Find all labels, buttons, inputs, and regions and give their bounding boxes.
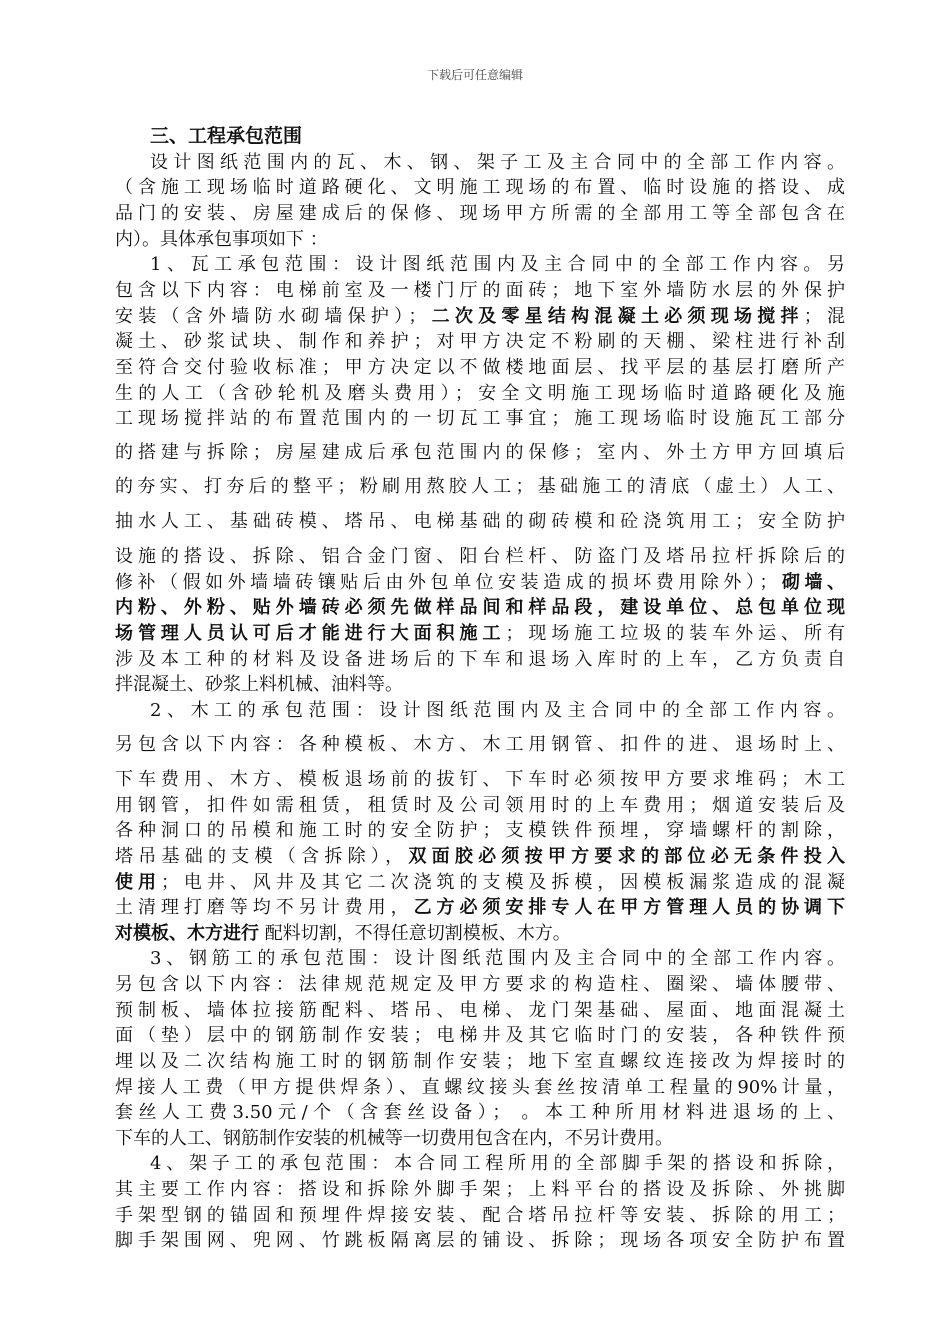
text-line: 凝土、砂浆试块、制作和养护；对甲方决定不粉刷的天棚、梁柱进行补刮 [115,331,845,352]
text-line: 4、架子工的承包范围：本合同工程所用的全部脚手架的搭设和拆除， [150,1153,845,1174]
text-line: 脚手架围网、兜网、竹跳板隔离层的铺设、拆除；现场各项安全防护布置 [115,1230,845,1251]
text-line: 内粉、外粉、贴外墙砖必须先做样品间和样品段，建设单位、总包单位现 [115,597,845,618]
text-line: 设计图纸范围内的瓦、木、钢、架子工及主合同中的全部工作内容。 [150,152,845,173]
text-line: 2、木工的承包范围：设计图纸范围内及主合同中的全部工作内容。 [150,700,845,721]
text-line: 埋以及二次结构施工时的钢筋制作安装；地下室直螺纹连接改为焊接时的 [115,1051,845,1072]
text-line: （含施工现场临时道路硬化、文明施工现场的布置、临时设施的搭设、成 [115,177,845,198]
text-line: 的搭建与拆除；房屋建成后承包范围内的保修；室内、外土方甲方回填后 [115,442,845,463]
text-line: 下车的人工、钢筋制作安装的机械等一切费用包含在内，不另计费用。 [115,1128,673,1149]
text-line: 焊接人工费（甲方提供焊条）、直螺纹接头套丝按清单工程量的90%计量， [115,1077,845,1098]
text-line: 涉及本工种的材料及设备进场后的下车和退场入库时的上车，乙方负责自 [115,649,845,670]
text-line: 生的人工（含砂轮机及磨头费用）；安全文明施工现场临时道路硬化及施 [115,383,845,404]
text-line: 对模板、木方进行 配料切割，不得任意切割模板、木方。 [115,923,571,944]
text-line: 塔吊基础的支模（含拆除），双面胶必须按甲方要求的部位必无条件投入 [115,846,845,867]
text-line: 用钢管，扣件如需租赁，租赁时及公司领用时的上车费用；烟道安装后及 [115,795,845,816]
page-header: 下载后可任意编辑 [426,68,523,82]
text-line: 使用；电井、风井及其它二次浇筑的支模及拆模，因模板漏浆造成的混凝 [115,872,845,893]
text-line: 至符合交付验收标准；甲方决定以不做楼地面层、找平层的基层打磨所产 [115,357,845,378]
text-line: 其主要工作内容：搭设和拆除外脚手架；上料平台的搭设及拆除、外挑脚 [115,1179,845,1200]
text-line: 拌混凝土、砂浆上料机械、油料等。 [115,674,403,695]
section-title: 三、工程承包范围 [150,125,303,147]
text-line: 抽水人工、基础砖模、塔吊、电梯基础的砌砖模和砼浇筑用工；安全防护 [115,511,845,532]
text-line: 的夯实、打夯后的整平；粉刷用熬胶人工；基础施工的清底（虚土）人工、 [115,476,845,497]
text-line: 预制板、墙体拉接筋配料、塔吊、电梯、龙门架基础、屋面、地面混凝土 [115,1000,845,1021]
text-line: 包含以下内容：电梯前室及一楼门厅的面砖；地下室外墙防水层的外保护 [115,280,845,301]
text-line: 安装（含外墙防水砌墙保护）；二次及零星结构混凝土必须现场搅拌；混 [115,306,845,327]
text-line: 另包含以下内容：各种模板、木方、木工用钢管、扣件的进、退场时上、 [115,734,845,755]
text-line: 面（垫）层中的钢筋制作安装；电梯井及其它临时门的安装，各种铁件预 [115,1025,845,1046]
text-line: 3、钢筋工的承包范围：设计图纸范围内及主合同中的全部工作内容。 [150,948,845,969]
text-line: 场管理人员认可后才能进行大面积施工；现场施工垃圾的装车外运、所有 [115,623,845,644]
text-line: 各种洞口的吊模和施工时的安全防护；支模铁件预埋，穿墙螺杆的割除， [115,820,845,841]
text-line: 设施的搭设、拆除、铝合金门窗、阳台栏杆、防盗门及塔吊拉杆拆除后的 [115,546,845,567]
text-line: 套丝人工费3.50元/个（含套丝设备）； 。本工种所用材料进退场的上、 [115,1102,845,1123]
text-line: 1、瓦工承包范围：设计图纸范围内及主合同中的全部工作内容。另 [150,254,845,275]
text-line: 内）。具体承包事项如下 ： [115,229,328,250]
text-line: 另包含以下内容：法律规范规定及甲方要求的构造柱、圈梁、墙体腰带、 [115,974,845,995]
text-line: 工现场搅拌站的布置范围内的一切瓦工事宜；施工现场临时设施瓦工部分 [115,408,845,429]
text-line: 品门的安装、房屋建成后的保修、现场甲方所需的全部用工等全部包含在 [115,203,845,224]
text-line: 修补（假如外墙墙砖镶贴后由外包单位安装造成的损坏费用除外）；砌墙、 [115,572,845,593]
text-line: 下车费用、木方、模板退场前的拔钉、下车时必须按甲方要求堆码；木工 [115,769,845,790]
text-line: 土清理打磨等均不另计费用，乙方必须安排专人在甲方管理人员的协调下 [115,897,845,918]
text-line: 手架型钢的锚固和预埋件焊接安装、配合塔吊拉杆等安装、拆除的用工； [115,1205,845,1226]
